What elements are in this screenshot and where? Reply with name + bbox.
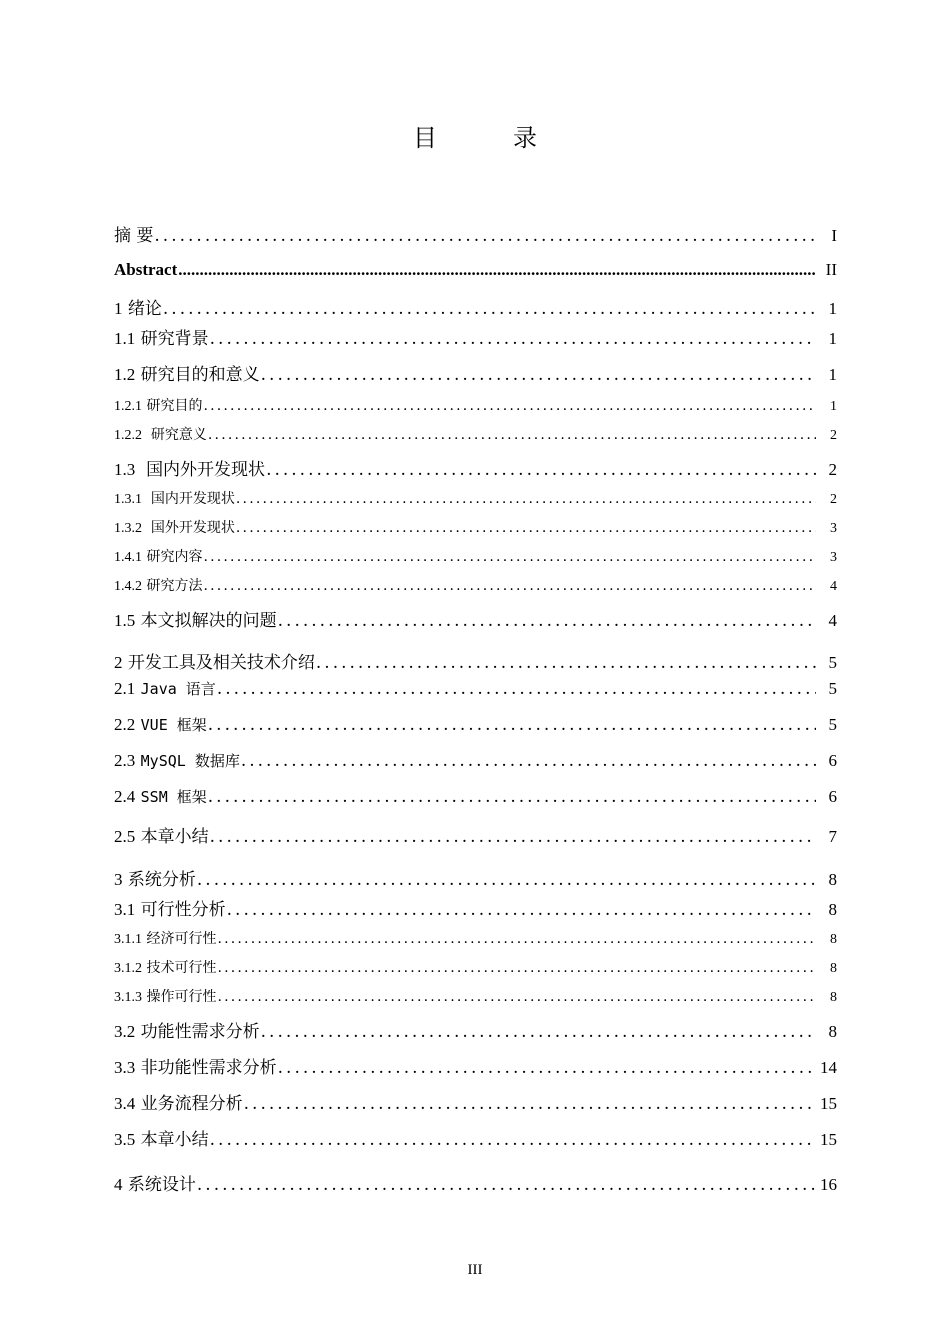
- toc-entry-4[interactable]: [114, 1170, 837, 1195]
- dot-leader: [163, 299, 816, 319]
- toc-entry-3-1[interactable]: [114, 895, 837, 920]
- toc-entry-number: 3.5: [114, 1130, 136, 1149]
- toc-entry-number: 2.1: [114, 679, 136, 698]
- dot-leader: [208, 715, 816, 735]
- toc-entry-number: 3.4: [114, 1094, 136, 1113]
- toc-entry-text: 国内外开发现状: [146, 460, 266, 480]
- toc-entry-text: 可行性分析: [140, 900, 226, 920]
- toc-entry-text: SSM 框架: [140, 788, 207, 806]
- dot-leader: [217, 679, 816, 699]
- toc-entry-2-5[interactable]: [114, 822, 837, 847]
- toc-entry-text: Java 语言: [140, 680, 216, 698]
- toc-entry-text: 研究方法: [146, 578, 203, 594]
- toc-entry-text: 研究内容: [146, 549, 203, 565]
- toc-entry-3-2[interactable]: [114, 1017, 837, 1042]
- toc-entry-1-4-1[interactable]: [114, 546, 837, 566]
- toc-entry-number: 1.2.2: [114, 428, 142, 443]
- toc-entry-page: 1: [828, 365, 837, 384]
- toc-entry-text: 国内开发现状: [150, 491, 235, 507]
- toc-entry-text: 操作可行性: [146, 989, 217, 1005]
- toc-entry-number: 3.2: [114, 1022, 136, 1041]
- toc-entry-page: 1: [830, 399, 837, 414]
- toc-entry-page: 16: [820, 1175, 837, 1194]
- toc-entry-number: 1.4.2: [114, 579, 142, 594]
- toc-entry-text: 非功能性需求分析: [140, 1058, 277, 1078]
- dot-leader: [241, 751, 816, 771]
- dot-leader: [178, 260, 816, 280]
- dot-leader: [217, 931, 816, 947]
- toc-entry-2-3[interactable]: [114, 750, 837, 771]
- toc-entry-page: 5: [828, 715, 837, 734]
- toc-entry-1-2-1[interactable]: [114, 395, 837, 415]
- toc-entry-3-1-1[interactable]: [114, 928, 837, 948]
- toc-entry-number: 2.4: [114, 787, 136, 806]
- dot-leader: [210, 827, 816, 847]
- toc-entry-text: 业务流程分析: [140, 1094, 243, 1114]
- toc-entry-text: 研究意义: [150, 427, 207, 443]
- toc-entry-page: 2: [830, 492, 837, 507]
- toc-entry-text: 摘 要: [114, 226, 154, 246]
- dot-leader: [236, 520, 816, 536]
- dot-leader: [197, 1175, 816, 1195]
- toc-entry-page: 8: [830, 932, 837, 947]
- toc-entry-text: MySQL 数据库: [140, 752, 240, 770]
- toc-entry-text: 系统分析: [127, 870, 196, 890]
- toc-entry-page: 15: [820, 1130, 837, 1149]
- dot-leader: [217, 989, 816, 1005]
- dot-leader: [261, 1022, 816, 1042]
- toc-entry-text: 功能性需求分析: [140, 1022, 260, 1042]
- toc-entry-1-2[interactable]: [114, 360, 837, 385]
- toc-entry-page: 2: [830, 428, 837, 443]
- toc-entry-page: 2: [828, 460, 837, 479]
- dot-leader: [203, 398, 816, 414]
- toc-entry-number: 3.1.3: [114, 990, 142, 1005]
- toc-entry-3-3[interactable]: [114, 1053, 837, 1078]
- toc-entry-text: 经济可行性: [146, 931, 217, 947]
- toc-entry-1-1[interactable]: [114, 324, 837, 349]
- page-title: 目 录: [413, 124, 563, 152]
- toc-entry-number: 3: [114, 870, 123, 889]
- toc-entry-page: 3: [830, 550, 837, 565]
- toc-entry-text: 技术可行性: [146, 960, 217, 976]
- toc-entry-page: 14: [820, 1058, 837, 1077]
- toc-entry-2-1[interactable]: [114, 678, 837, 699]
- toc-entry-page: 4: [830, 579, 837, 594]
- toc-entry-page: 5: [828, 679, 837, 698]
- toc-entry-text: 国外开发现状: [150, 520, 235, 536]
- toc-entry-1-2-2[interactable]: [114, 424, 837, 444]
- toc-entry-page: 8: [828, 870, 837, 889]
- dot-leader: [210, 329, 816, 349]
- toc-entry-page: 4: [828, 611, 837, 630]
- toc-entry-abstract-en[interactable]: [114, 260, 837, 280]
- toc-entry-text: 系统设计: [127, 1175, 196, 1195]
- toc-entry-1-3[interactable]: [114, 455, 837, 480]
- toc-entry-page: 1: [828, 329, 837, 348]
- page-number-footer: III: [467, 1262, 483, 1278]
- dot-leader: [197, 870, 816, 890]
- toc-entry-text: Abstract: [114, 260, 178, 279]
- toc-entry-page: 8: [830, 961, 837, 976]
- toc-entry-page: 6: [828, 787, 837, 806]
- toc-entry-text: 研究目的: [146, 398, 203, 414]
- dot-leader: [261, 365, 816, 385]
- toc-entry-number: 1.2: [114, 365, 136, 384]
- dot-leader: [278, 611, 816, 631]
- toc-entry-1[interactable]: [114, 294, 837, 319]
- toc-entry-page: 8: [828, 1022, 837, 1041]
- toc-entry-text: 本文拟解决的问题: [140, 611, 277, 631]
- dot-leader: [203, 549, 816, 565]
- toc-entry-page: 8: [830, 990, 837, 1005]
- toc-entry-number: 2.2: [114, 715, 136, 734]
- dot-leader: [244, 1094, 816, 1114]
- dot-leader: [316, 653, 816, 673]
- toc-entry-number: 1.5: [114, 611, 136, 630]
- toc-entry-1-3-1[interactable]: [114, 488, 837, 508]
- toc-entry-1-4-2[interactable]: [114, 575, 837, 595]
- dot-leader: [278, 1058, 816, 1078]
- toc-entry-page: II: [825, 260, 837, 279]
- toc-entry-page: 8: [828, 900, 837, 919]
- toc-entry-page: 6: [828, 751, 837, 770]
- toc-entry-number: 1.1: [114, 329, 136, 348]
- toc-entry-3-4[interactable]: [114, 1089, 837, 1114]
- toc-entry-text: VUE 框架: [140, 716, 207, 734]
- toc-entry-2-4[interactable]: [114, 786, 837, 807]
- toc-entry-page: 7: [828, 827, 837, 846]
- toc-entry-text: 本章小结: [140, 1130, 209, 1150]
- toc-entry-number: 1: [114, 299, 123, 318]
- toc-entry-1-3-2[interactable]: [114, 517, 837, 537]
- toc-entry-number: 1.3.2: [114, 521, 142, 536]
- toc-entry-number: 3.1.1: [114, 932, 142, 947]
- toc-entry-number: 4: [114, 1175, 123, 1194]
- toc-entry-abstract-cn[interactable]: [114, 221, 837, 246]
- toc-entry-1-5[interactable]: [114, 606, 837, 631]
- toc-entry-page: 15: [820, 1094, 837, 1113]
- dot-leader: [227, 900, 816, 920]
- dot-leader: [154, 226, 816, 246]
- toc-entry-page: 5: [828, 653, 837, 672]
- toc-entry-3-1-2[interactable]: [114, 957, 837, 977]
- toc-entry-number: 3.3: [114, 1058, 136, 1077]
- toc-entry-3[interactable]: [114, 865, 837, 890]
- dot-leader: [203, 578, 816, 594]
- toc-entry-number: 1.2.1: [114, 399, 142, 414]
- toc-entry-text: 开发工具及相关技术介绍: [127, 653, 315, 673]
- dot-leader: [236, 491, 816, 507]
- toc-entry-text: 本章小结: [140, 827, 209, 847]
- toc-entry-text: 研究背景: [140, 329, 209, 349]
- toc-entry-2-2[interactable]: [114, 714, 837, 735]
- toc-entry-2[interactable]: [114, 648, 837, 673]
- dot-leader: [208, 427, 816, 443]
- dot-leader: [210, 1130, 816, 1150]
- toc-entry-number: 1.4.1: [114, 550, 142, 565]
- toc-entry-number: 3.1.2: [114, 961, 142, 976]
- toc-entry-number: 2: [114, 653, 123, 672]
- toc-entry-page: 3: [830, 521, 837, 536]
- dot-leader: [217, 960, 816, 976]
- toc-entry-number: 3.1: [114, 900, 136, 919]
- toc-entry-3-5[interactable]: [114, 1125, 837, 1150]
- toc-entry-text: 绪论: [127, 299, 162, 319]
- toc-entry-number: 1.3: [114, 460, 136, 479]
- dot-leader: [266, 460, 816, 480]
- toc-entry-text: 研究目的和意义: [140, 365, 260, 385]
- toc-entry-page: I: [831, 226, 837, 245]
- toc-entry-number: 2.3: [114, 751, 136, 770]
- toc-entry-number: 2.5: [114, 827, 136, 846]
- toc-entry-page: 1: [828, 299, 837, 318]
- toc-entry-number: 1.3.1: [114, 492, 142, 507]
- dot-leader: [208, 787, 816, 807]
- toc-entry-3-1-3[interactable]: [114, 986, 837, 1006]
